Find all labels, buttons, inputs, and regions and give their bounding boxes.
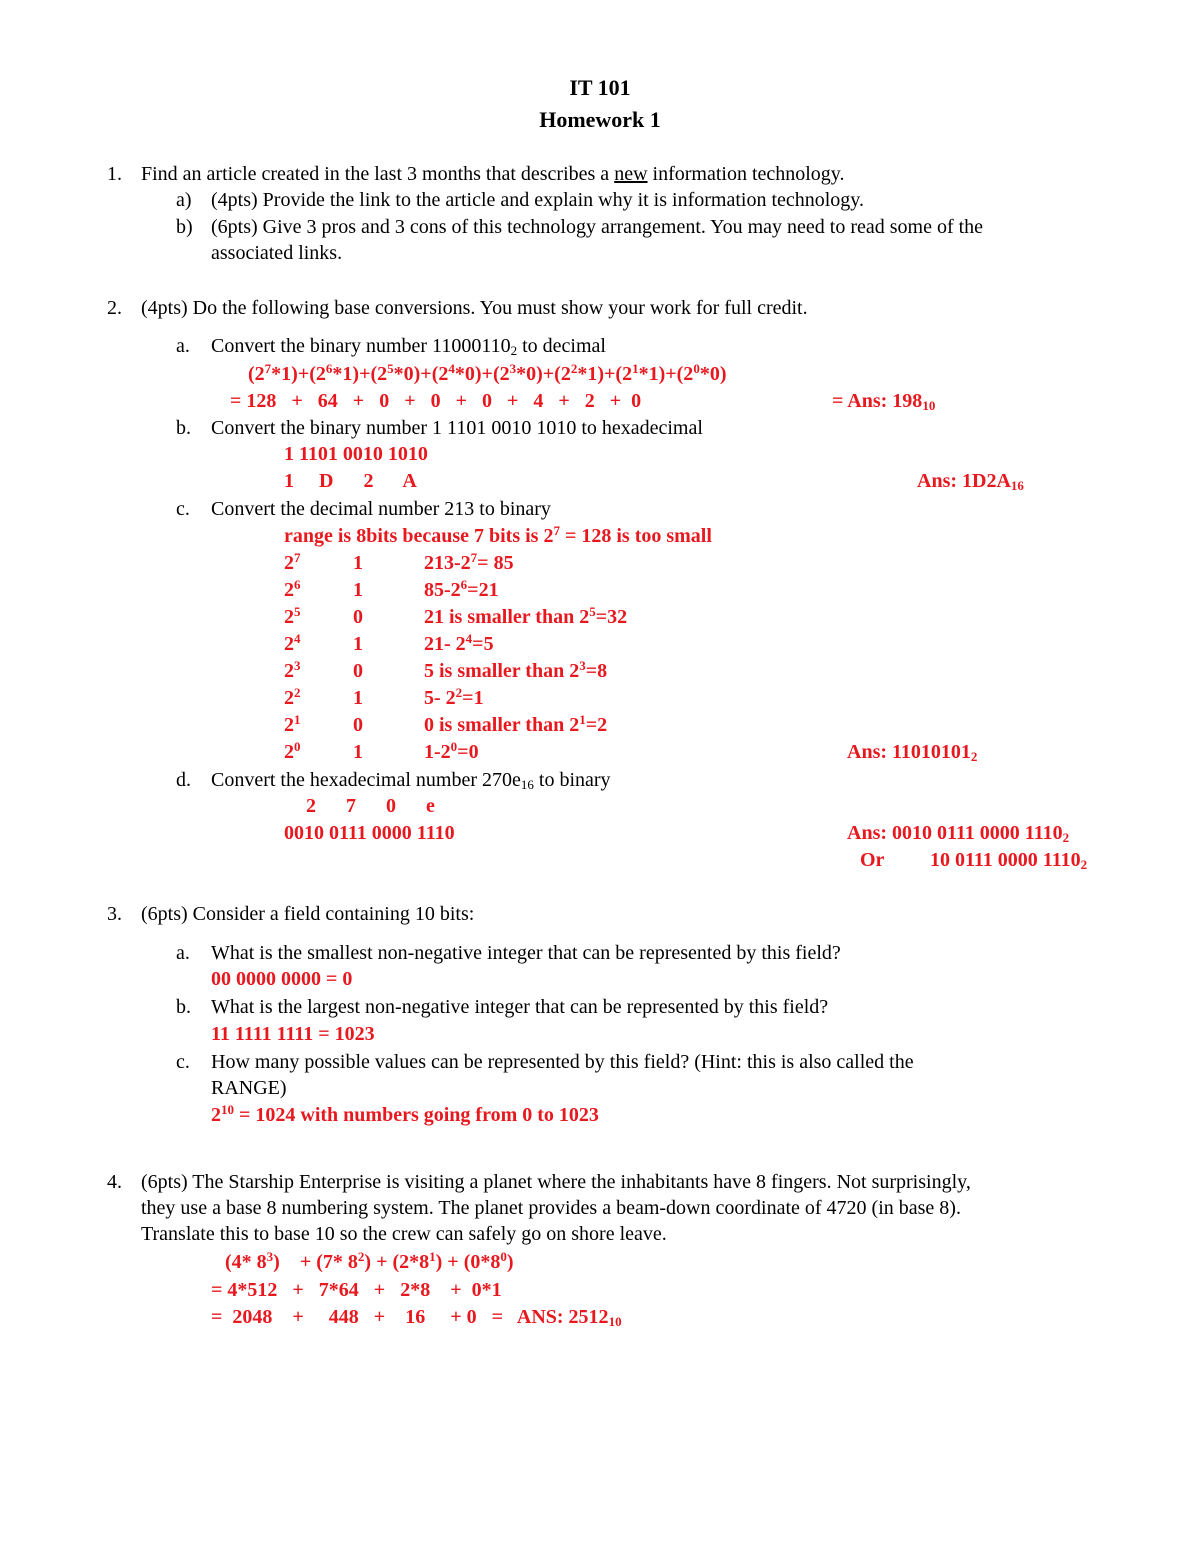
q2c-work: $213-2^7= 85$	[424, 550, 514, 574]
q2c-bit: 1	[353, 687, 363, 709]
q2c-bit: 0	[353, 660, 363, 682]
q2c-work: $1-2^0=0$	[424, 739, 479, 763]
q2a-answer-final: = Ans: $198_{10}$	[832, 390, 936, 413]
q2d-answer-or: Or	[860, 849, 885, 871]
q2c-work: 0 is smaller than $2^1=2$	[424, 712, 608, 736]
q2c-work: $85-2^6=21$	[424, 577, 499, 601]
q2c-text: Convert the decimal number 213 to binary	[211, 498, 551, 520]
q4-answer-expansion	[225, 1250, 514, 1274]
q2d-answer-alt: 10 0111 0000 $1110_2$	[930, 849, 1088, 872]
page-title: Homework 1	[539, 107, 661, 132]
q3c-text: How many possible values can be represented by this field? (Hint: this is also called the	[211, 1051, 914, 1073]
q2c-power: $2^0$	[284, 739, 301, 763]
q1-text: Find an article created in the last 3 months that describes a new information technology.	[141, 163, 845, 185]
q1b-text: (6pts) Give 3 pros and 3 cons of this technology arrangement. You may need to read some of the	[211, 216, 984, 238]
q2c-bit: 0	[353, 714, 363, 736]
q2-number: 2.	[107, 297, 122, 319]
q2b-answer-final: Ans: $1D2A_{16}$	[917, 470, 1024, 493]
q3b-answer: 11 1111 1111 = 1023	[211, 1023, 375, 1045]
q1-number: 1.	[107, 163, 122, 185]
q2c-work: 21- $2^4=5$	[424, 631, 494, 655]
q3b-text: What is the largest non-negative integer that can be represented by this field?	[211, 996, 829, 1018]
q2c-work: 5 is smaller than $2^3=8$	[424, 658, 608, 682]
q2a-answer-sum: = 128 + 64 + 0 + 0 + 0 + 4 + 2 + 0	[230, 390, 642, 412]
q2-text: (4pts) Do the following base conversions. You must show your work for full credit.	[141, 297, 808, 319]
q3c-label: c.	[176, 1051, 190, 1073]
q3-number: 3.	[107, 903, 122, 925]
q2c-power: $2^3$	[284, 658, 301, 682]
q4-term: $(2*8^1)$ +	[392, 1249, 464, 1273]
q2c-power: $2^1$	[284, 712, 301, 736]
q3a-label: a.	[176, 942, 190, 964]
q2c-bit: 1	[353, 741, 363, 763]
q2d-answer-final: Ans: 0010 0111 0000 $1110_2$	[847, 822, 1070, 845]
q2c-bit: 1	[353, 579, 363, 601]
q2b-answer-binary: 1 1101 0010 1010	[284, 443, 428, 465]
q2c-range-note: range is 8bits because 7 bits is $2^7 = 128$ is too small	[284, 523, 712, 547]
q2c-bit: 0	[353, 606, 363, 628]
q2c-power: $2^7$	[284, 550, 301, 574]
q2c-bit: 1	[353, 633, 363, 655]
q4-term: (4* $8^3$) +	[225, 1249, 317, 1273]
q2d-answer-binary: 0010 0111 0000 1110	[284, 822, 455, 844]
q2c-power: $2^4$	[284, 631, 301, 655]
q4-number: 4.	[107, 1171, 122, 1193]
q4-term: (7* $8^2$) +	[316, 1249, 393, 1273]
q2b-text: Convert the binary number 1 1101 0010 1010 to hexadecimal	[211, 417, 703, 439]
q1a-label: a)	[176, 189, 192, 211]
q2c-power: $2^6$	[284, 577, 301, 601]
q3b-label: b.	[176, 996, 191, 1018]
q4-term: $(0*8^0)$	[463, 1249, 514, 1273]
q2a-term: $(2^4*0)+$	[431, 361, 493, 385]
q2a-term: $(2^2*1)+$	[554, 361, 616, 385]
q2b-answer-hexdigits: 1 D 2 A	[284, 470, 417, 492]
q2a-term: $(2^6*1)+$	[309, 361, 371, 385]
q2a-term: $(2^7*1)+$	[248, 361, 310, 385]
q2c-work: 21 is smaller than $2^5=32$	[424, 604, 628, 628]
course-code: IT 101	[569, 75, 631, 100]
q1a-text: (4pts) Provide the link to the article and explain why it is information technology.	[211, 189, 865, 211]
q2c-bit: 1	[353, 552, 363, 574]
q4-answer-final: = 2048 + 448 + 16 + 0 = ANS: $2512_{10}$	[211, 1306, 622, 1329]
q2a-term: $(2^0*0)$	[676, 361, 727, 385]
q2c-power: $2^2$	[284, 685, 301, 709]
q3c-answer: $2^{10} = 1024$ with numbers going from 0 to 1023	[211, 1102, 599, 1126]
q4-text-line2: they use a base 8 numbering system. The planet provides a beam-down coordinate of 4720 (in base 8).	[141, 1197, 961, 1219]
q2d-label: d.	[176, 769, 191, 791]
q2d-answer-hexdigits: 2 7 0 e	[306, 795, 435, 817]
q2a-text: Convert the binary number $11000110_2$ to decimal	[211, 335, 606, 358]
q4-text-line1: (6pts) The Starship Enterprise is visiting a planet where the inhabitants have 8 fingers. Not surprisingly,	[141, 1171, 971, 1193]
q1b-text-cont: associated links.	[211, 242, 343, 264]
q2a-term: $(2^3*0)+$	[492, 361, 555, 385]
q3a-text: What is the smallest non-negative integer that can be represented by this field?	[211, 942, 841, 964]
q3a-answer: 00 0000 0000 = 0	[211, 968, 353, 990]
q2a-label: a.	[176, 335, 190, 357]
q1b-label: b)	[176, 216, 193, 238]
q4-answer-products: = 4*512 + 7*64 + 2*8 + 0*1	[211, 1279, 502, 1301]
q2d-text: Convert the hexadecimal number $270e_{16}$ to binary	[211, 769, 611, 792]
q2c-label: c.	[176, 498, 190, 520]
q3c-text-cont: RANGE)	[211, 1077, 287, 1099]
q2b-label: b.	[176, 417, 191, 439]
q2a-term: $(2^5*0)+$	[370, 361, 432, 385]
q2c-work: 5- $2^2=1$	[424, 685, 484, 709]
q3-text: (6pts) Consider a field containing 10 bits:	[141, 903, 475, 925]
q2a-answer-expansion	[248, 362, 726, 386]
q2c-power: $2^5$	[284, 604, 301, 628]
q2c-answer-final: Ans: $11010101_2$	[847, 741, 978, 764]
q2a-term: $(2^1*1)+$	[615, 361, 677, 385]
q4-text-line3: Translate this to base 10 so the crew can safely go on shore leave.	[141, 1223, 667, 1245]
